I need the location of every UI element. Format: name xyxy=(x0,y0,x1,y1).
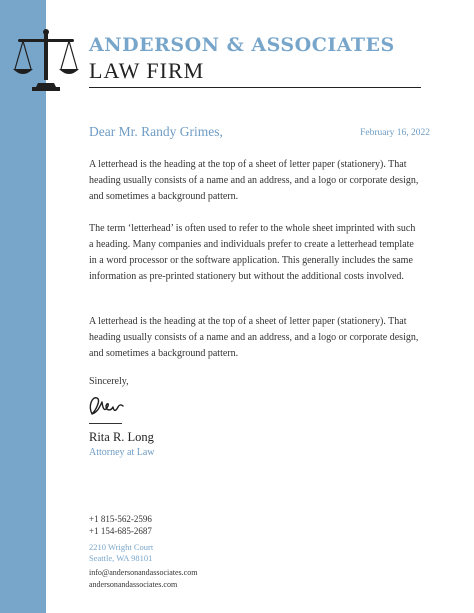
firm-subtitle: LAW FIRM xyxy=(89,58,205,83)
letter-paragraph: A letterhead is the heading at the top of a sheet of letter paper (stationery). That heading usually consists of a name and an address, and a logo or corporate design, and sometimes a background pattern. xyxy=(89,316,419,359)
signer-name: Rita R. Long xyxy=(89,430,154,444)
handwritten-signature xyxy=(86,392,130,420)
contact-website: andersonandassociates.com xyxy=(89,580,178,589)
signer-title: Attorney at Law xyxy=(89,447,155,458)
contact-phone-1: +1 815-562-2596 xyxy=(89,514,152,524)
closing: Sincerely, xyxy=(89,376,129,387)
letter-date: February 16, 2022 xyxy=(360,128,430,138)
signature-line xyxy=(89,423,122,424)
contact-email: info@andersonandassociates.com xyxy=(89,568,198,577)
letter-paragraph: The term ‘letterhead’ is often used to refer to the whole sheet imprinted with such a heading. Many companies and individuals prefer to create a letterhead template in a word processor or the software application. This generally includes the same information as pre-printed stationery but without the additional costs involved. xyxy=(89,223,416,282)
scales-of-justice-icon xyxy=(12,25,80,93)
header-divider xyxy=(89,87,421,88)
contact-address-line-1: 2210 Wright Court xyxy=(89,542,154,552)
letter-paragraph: A letterhead is the heading at the top of a sheet of letter paper (stationery). That heading usually consists of a name and an address, and a logo or corporate design, and sometimes a background pattern. xyxy=(89,159,419,202)
salutation: Dear Mr. Randy Grimes, xyxy=(89,124,223,139)
firm-name: ANDERSON & ASSOCIATES xyxy=(89,34,395,56)
contact-address-line-2: Seattle, WA 98101 xyxy=(89,553,153,563)
contact-phone-2: +1 154-685-2687 xyxy=(89,526,152,536)
